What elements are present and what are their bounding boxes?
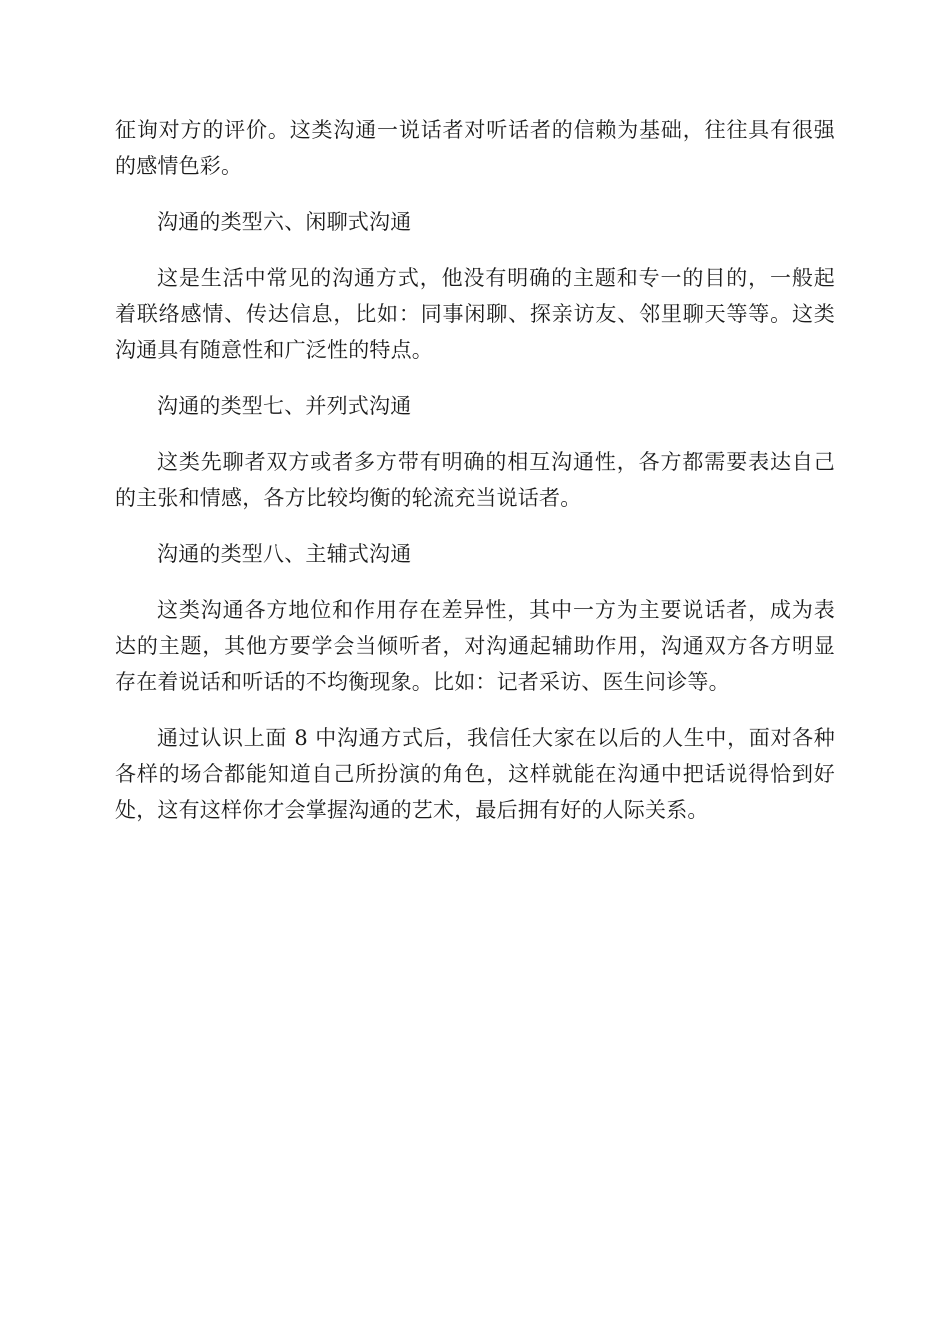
section-heading-type-seven: 沟通的类型七、并列式沟通 [157,394,412,418]
paragraph-continuation: 征询对方的评价。这类沟通一说话者对听话者的信赖为基础，往往具有很强的感情色彩。 [115,118,835,178]
paragraph-type-six: 这是生活中常见的沟通方式，他没有明确的主题和专一的目的，一般起着联络感情、传达信息，比如：同事闲聊、探亲访友、邻里聊天等等。这类沟通具有随意性和广泛性的特点。 [115,266,835,362]
paragraph-conclusion: 通过认识上面 8 中沟通方式后，我信任大家在以后的人生中，面对各种各样的场合都能知道自己所扮演的角色，这样就能在沟通中把话说得恰到好处，这有这样你才会掌握沟通的艺术，最后拥有好的人际关系。 [115,726,835,822]
section-heading-type-eight: 沟通的类型八、主辅式沟通 [157,542,412,566]
paragraph-type-seven: 这类先聊者双方或者多方带有明确的相互沟通性，各方都需要表达自己的主张和情感，各方比较均衡的轮流充当说话者。 [115,450,835,510]
section-heading-type-six: 沟通的类型六、闲聊式沟通 [157,210,412,234]
paragraph-type-eight: 这类沟通各方地位和作用存在差异性，其中一方为主要说话者，成为表达的主题，其他方要学会当倾听者，对沟通起辅助作用，沟通双方各方明显存在着说话和听话的不均衡现象。比如：记者采访、医生问诊等。 [115,598,835,694]
document-page [115,112,835,848]
